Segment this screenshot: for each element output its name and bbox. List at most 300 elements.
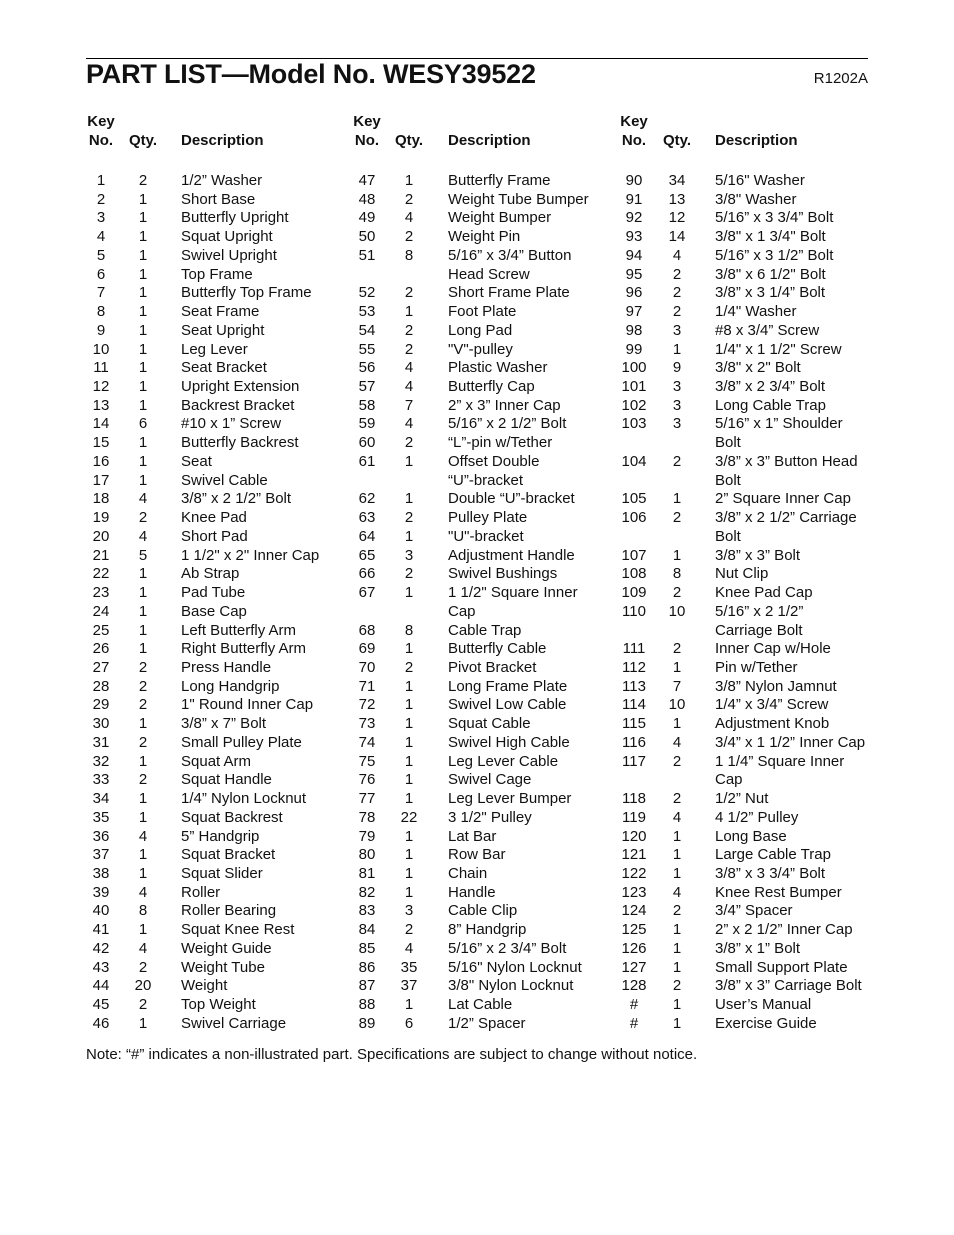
key-number: 98: [625, 321, 643, 339]
key-number: 86: [358, 958, 376, 976]
quantity: 2: [138, 733, 148, 751]
part-description: Weight Tube: [181, 958, 265, 976]
key-number: 106: [621, 509, 647, 527]
key-number: 76: [358, 771, 376, 789]
part-description: 3/8” x 2 1/2” Carriage: [715, 509, 857, 527]
quantity: 1: [404, 883, 414, 901]
quantity: 2: [672, 584, 682, 602]
part-description: Leg Lever Cable: [448, 752, 559, 770]
quantity: 1: [138, 396, 148, 414]
part-description: 1/4" x 1 1/2" Screw: [715, 340, 842, 358]
key-number: 21: [92, 546, 110, 564]
part-description: Double “U”-bracket: [448, 490, 575, 508]
key-number: 104: [621, 452, 647, 470]
quantity: 4: [404, 378, 414, 396]
part-description: 5/16” x 2 1/2” Bolt: [448, 415, 567, 433]
quantity: 1: [672, 939, 682, 957]
key-number: 53: [358, 303, 376, 321]
quantity: 1: [672, 921, 682, 939]
part-description: 5/16" Nylon Locknut: [448, 958, 582, 976]
quantity: 7: [672, 677, 682, 695]
quantity: 1: [404, 827, 414, 845]
key-number: 109: [621, 584, 647, 602]
key-number: 108: [621, 565, 647, 583]
quantity: 1: [138, 846, 148, 864]
part-description: Adjustment Knob: [715, 715, 830, 733]
quantity: 20: [134, 977, 152, 995]
quantity: 2: [138, 958, 148, 976]
key-number: 96: [625, 284, 643, 302]
quantity: 1: [404, 303, 414, 321]
key-number: 15: [92, 434, 110, 452]
part-description: 3/8” x 3 3/4” Bolt: [715, 865, 826, 882]
part-description: 5/16” x 2 3/4” Bolt: [448, 939, 567, 957]
key-number: 39: [92, 883, 110, 901]
part-description: Small Pulley Plate: [181, 733, 302, 751]
part-description: Offset Double: [448, 452, 540, 470]
quantity: 4: [138, 827, 148, 845]
quantity: 1: [138, 565, 148, 583]
part-description: 3/8” Nylon Jamnut: [715, 677, 837, 695]
quantity: 1: [404, 771, 414, 789]
quantity: 2: [672, 509, 682, 527]
quantity: 1: [138, 452, 148, 470]
key-number: 93: [625, 228, 643, 246]
key-number: 110: [622, 602, 646, 620]
part-description: Squat Slider: [181, 865, 263, 882]
quantity: 1: [138, 471, 148, 489]
key-number: 92: [625, 209, 643, 227]
part-description: 3/8” x 3” Carriage Bolt: [715, 977, 862, 995]
part-description: Weight Tube Bumper: [448, 190, 589, 208]
part-description: 5/16” x 3 3/4” Bolt: [715, 209, 834, 227]
quantity: 4: [672, 883, 682, 901]
quantity: 1: [404, 677, 414, 695]
key-number: 41: [92, 921, 110, 939]
key-number: 23: [92, 584, 110, 602]
key-number: 116: [622, 733, 646, 751]
quantity: 4: [672, 733, 682, 751]
quantity: 22: [400, 808, 418, 826]
key-number: 91: [625, 190, 643, 208]
key-number: 68: [358, 621, 376, 639]
quantity: 8: [672, 565, 682, 583]
quantity: 10: [668, 602, 686, 620]
part-description: Cap: [448, 602, 476, 620]
part-description: Squat Upright: [181, 228, 273, 246]
quantity: 1: [404, 490, 414, 508]
part-description: 3/4” x 1 1/2” Inner Cap: [715, 733, 866, 751]
key-number: 113: [622, 677, 646, 695]
key-number: 56: [358, 359, 376, 377]
quantity: 2: [404, 340, 414, 358]
quantity: 1: [672, 715, 682, 733]
part-description: Squat Arm: [181, 752, 252, 770]
part-description: 3 1/2" Pulley: [448, 808, 532, 826]
part-description: Butterfly Cable: [448, 640, 547, 658]
key-number: #: [629, 1014, 639, 1032]
key-number: 49: [358, 209, 376, 227]
quantity: 3: [672, 396, 682, 414]
key-number: 84: [358, 921, 376, 939]
part-description: Pin w/Tether: [715, 658, 798, 676]
key-number: 42: [92, 939, 110, 957]
key-number: 115: [622, 715, 646, 733]
key-header-line1: Key: [87, 113, 115, 130]
quantity: 8: [138, 902, 148, 920]
quantity: 2: [672, 977, 682, 995]
key-number: 10: [92, 340, 110, 358]
part-description: Knee Pad: [181, 509, 247, 527]
part-description: Chain: [448, 865, 488, 882]
part-description: Swivel High Cable: [448, 733, 570, 751]
quantity: 4: [404, 209, 414, 227]
part-description: Seat Bracket: [181, 359, 267, 377]
key-number: 29: [92, 696, 110, 714]
part-description: Large Cable Trap: [715, 846, 831, 864]
part-description: 1/4” Nylon Locknut: [181, 790, 307, 808]
quantity: 1: [404, 865, 414, 882]
quantity: 1: [672, 827, 682, 845]
quantity: 1: [672, 958, 682, 976]
quantity: 1: [138, 808, 148, 826]
quantity: 4: [404, 359, 414, 377]
part-description: 1 1/2" x 2" Inner Cap: [181, 546, 320, 564]
part-description: Backrest Bracket: [181, 396, 295, 414]
part-description: Bolt: [715, 434, 741, 452]
key-number: 62: [358, 490, 376, 508]
key-number: 124: [621, 902, 647, 920]
key-number: 70: [358, 658, 376, 676]
key-number: 82: [358, 883, 376, 901]
page-title: PART LIST—Model No. WESY39522: [86, 59, 536, 89]
key-header-line2: No.: [88, 132, 114, 149]
quantity: 1: [138, 715, 148, 733]
part-description: Butterfly Backrest: [181, 434, 299, 452]
quantity: 2: [138, 677, 148, 695]
quantity: 1: [404, 846, 414, 864]
key-number: 4: [96, 228, 106, 246]
quantity: 1: [138, 752, 148, 770]
part-description: Foot Plate: [448, 303, 517, 321]
quantity: 1: [404, 752, 414, 770]
key-number: #: [629, 996, 639, 1014]
key-number: 79: [358, 827, 376, 845]
quantity: 1: [138, 434, 148, 452]
quantity: 1: [672, 865, 682, 882]
key-number: 119: [622, 808, 646, 826]
key-number: 47: [358, 172, 376, 189]
part-description: #8 x 3/4” Screw: [715, 321, 820, 339]
quantity: 1: [138, 640, 148, 658]
key-number: 33: [92, 771, 110, 789]
quantity: 1: [138, 209, 148, 227]
part-description: Short Base: [181, 190, 256, 208]
key-number: 13: [92, 396, 110, 414]
quantity: 3: [404, 902, 414, 920]
part-description: Long Handgrip: [181, 677, 280, 695]
quantity: 1: [404, 790, 414, 808]
part-description: 5/16” x 3/4” Button: [448, 246, 572, 264]
part-description: Seat Frame: [181, 303, 260, 321]
key-number: 25: [92, 621, 110, 639]
quantity: 2: [672, 752, 682, 770]
quantity: 1: [138, 921, 148, 939]
part-description: Butterfly Upright: [181, 209, 289, 227]
part-description: Press Handle: [181, 658, 272, 676]
part-description: 1/4" Washer: [715, 303, 797, 321]
quantity: 1: [138, 228, 148, 246]
quantity: 1: [138, 303, 148, 321]
key-number: 2: [96, 190, 106, 208]
quantity: 8: [404, 246, 414, 264]
part-description: Leg Lever: [181, 340, 248, 358]
key-number: 118: [622, 790, 646, 808]
part-description: 1" Round Inner Cap: [181, 696, 314, 714]
quantity: 1: [138, 265, 148, 283]
key-number: 81: [358, 865, 376, 882]
part-description: Left Butterfly Arm: [181, 621, 297, 639]
quantity: 2: [404, 190, 414, 208]
part-description: Inner Cap w/Hole: [715, 640, 831, 658]
part-description: 3/8" x 2" Bolt: [715, 359, 801, 377]
quantity: 10: [668, 696, 686, 714]
key-number: 71: [358, 677, 376, 695]
quantity: 4: [138, 490, 148, 508]
part-description: Knee Pad Cap: [715, 584, 813, 602]
key-number: 19: [92, 509, 110, 527]
key-number: 11: [93, 359, 109, 377]
part-description: 1/2” Spacer: [448, 1014, 526, 1032]
quantity: 2: [138, 696, 148, 714]
part-description: Pulley Plate: [448, 509, 528, 527]
key-number: 52: [358, 284, 376, 302]
quantity: 35: [400, 958, 418, 976]
key-number: 107: [621, 546, 647, 564]
part-description: Plastic Washer: [448, 359, 548, 377]
quantity: 1: [138, 790, 148, 808]
part-description: 5” Handgrip: [181, 827, 260, 845]
key-number: 73: [358, 715, 376, 733]
key-number: 60: [358, 434, 376, 452]
quantity: 1: [404, 696, 414, 714]
part-description: Long Base: [715, 827, 787, 845]
part-description: 3/8” x 1” Bolt: [715, 939, 801, 957]
key-number: 121: [621, 846, 647, 864]
quantity: 13: [668, 190, 686, 208]
key-number: 75: [358, 752, 376, 770]
quantity: 1: [404, 452, 414, 470]
part-description: Bolt: [715, 471, 741, 489]
part-description: 2” x 3” Inner Cap: [448, 396, 561, 414]
key-number: 3: [96, 209, 106, 227]
part-description: #10 x 1” Screw: [181, 415, 282, 433]
quantity: 1: [404, 996, 414, 1014]
quantity: 1: [138, 321, 148, 339]
quantity: 6: [404, 1014, 414, 1032]
part-description: Nut Clip: [715, 565, 769, 583]
quantity: 4: [404, 939, 414, 957]
quantity: 3: [672, 321, 682, 339]
key-number: 89: [358, 1014, 376, 1032]
part-description: Top Frame: [181, 265, 253, 283]
key-number: 54: [358, 321, 376, 339]
quantity: 5: [138, 546, 148, 564]
key-number: 45: [92, 996, 110, 1014]
part-description: Adjustment Handle: [448, 546, 575, 564]
quantity: 1: [138, 246, 148, 264]
quantity: 1: [404, 715, 414, 733]
quantity: 3: [404, 546, 414, 564]
key-number: 83: [358, 902, 376, 920]
part-description: Knee Rest Bumper: [715, 883, 842, 901]
key-number: 64: [358, 527, 376, 545]
key-number: 35: [92, 808, 110, 826]
part-description: Seat: [181, 452, 212, 470]
key-number: 95: [625, 265, 643, 283]
key-header-line1: Key: [353, 113, 381, 130]
key-number: 105: [621, 490, 647, 508]
quantity: 1: [138, 865, 148, 882]
part-description: 3/8” x 7” Bolt: [181, 715, 267, 733]
key-number: 100: [621, 359, 647, 377]
quantity: 1: [672, 846, 682, 864]
part-description: Swivel Cable: [181, 471, 268, 489]
key-number: 7: [96, 284, 106, 302]
quantity: 12: [668, 209, 686, 227]
quantity: 2: [404, 509, 414, 527]
part-description: 2” Square Inner Cap: [715, 490, 851, 508]
quantity: 1: [138, 378, 148, 396]
part-description: 1 1/4” Square Inner: [715, 752, 845, 770]
key-number: 24: [92, 602, 110, 620]
part-description: Short Pad: [181, 527, 248, 545]
key-number: 36: [92, 827, 110, 845]
quantity: 2: [672, 452, 682, 470]
quantity: 1: [672, 658, 682, 676]
key-number: 46: [92, 1014, 110, 1032]
key-number: 50: [358, 228, 376, 246]
quantity: 1: [672, 996, 682, 1014]
key-header-line2: No.: [354, 132, 380, 149]
key-number: 90: [625, 172, 643, 189]
part-description: 3/8” x 3” Button Head: [715, 452, 858, 470]
footnote: Note: “#” indicates a non-illustrated part. Specifications are subject to change without notice.: [86, 1046, 698, 1063]
quantity: 1: [404, 172, 414, 189]
quantity: 1: [138, 602, 148, 620]
key-number: 22: [92, 565, 110, 583]
quantity: 9: [672, 359, 682, 377]
part-description: 2” x 2 1/2” Inner Cap: [715, 921, 853, 939]
part-description: Bolt: [715, 527, 741, 545]
quantity: 1: [138, 584, 148, 602]
part-description: “U”-bracket: [448, 471, 524, 489]
key-number: 26: [92, 640, 110, 658]
part-description: 3/8" Washer: [715, 190, 797, 208]
key-number: 87: [358, 977, 376, 995]
part-description: Lat Bar: [448, 827, 497, 845]
description-header: Description: [181, 132, 264, 149]
quantity: 2: [404, 284, 414, 302]
part-description: Short Frame Plate: [448, 284, 570, 302]
quantity: 14: [668, 228, 686, 246]
key-number: 32: [92, 752, 110, 770]
quantity: 3: [672, 415, 682, 433]
part-description: Upright Extension: [181, 378, 300, 396]
quantity: 1: [138, 621, 148, 639]
quantity: 2: [404, 228, 414, 246]
part-description: Pivot Bracket: [448, 658, 537, 676]
part-description: Butterfly Frame: [448, 172, 551, 189]
part-description: Swivel Cage: [448, 771, 532, 789]
quantity: 1: [672, 546, 682, 564]
key-number: 112: [622, 658, 646, 676]
quantity: 2: [404, 321, 414, 339]
part-description: Pad Tube: [181, 584, 246, 602]
part-description: Top Weight: [181, 996, 256, 1014]
part-description: Long Pad: [448, 321, 513, 339]
key-number: 38: [92, 865, 110, 882]
quantity: 2: [404, 921, 414, 939]
quantity: 1: [404, 584, 414, 602]
part-description: Leg Lever Bumper: [448, 790, 572, 808]
key-number: 6: [96, 265, 106, 283]
part-description: 3/8” x 3” Bolt: [715, 546, 801, 564]
key-number: 78: [358, 808, 376, 826]
key-number: 37: [92, 846, 110, 864]
part-description: 3/8” x 2 3/4” Bolt: [715, 378, 826, 396]
quantity: 1: [404, 527, 414, 545]
key-header-line2: No.: [621, 132, 647, 149]
key-number: 65: [358, 546, 376, 564]
quantity: 4: [138, 939, 148, 957]
part-description: Swivel Bushings: [448, 565, 558, 583]
key-number: 18: [92, 490, 110, 508]
key-number: 12: [92, 378, 110, 396]
quantity: 2: [672, 902, 682, 920]
part-description: Weight Guide: [181, 939, 272, 957]
part-description: 4 1/2” Pulley: [715, 808, 799, 826]
quantity: 4: [672, 246, 682, 264]
quantity: 2: [672, 303, 682, 321]
part-description: Butterfly Cap: [448, 378, 535, 396]
part-description: 1/2” Nut: [715, 790, 769, 808]
part-description: Roller: [181, 883, 221, 901]
key-number: 28: [92, 677, 110, 695]
part-description: Exercise Guide: [715, 1014, 817, 1032]
part-description: Ab Strap: [181, 565, 240, 583]
key-number: 9: [96, 321, 106, 339]
part-description: Base Cap: [181, 602, 247, 620]
part-description: Seat Upright: [181, 321, 265, 339]
part-description: Cable Clip: [448, 902, 518, 920]
part-description: Squat Bracket: [181, 846, 276, 864]
description-header: Description: [715, 132, 798, 149]
part-description: Swivel Low Cable: [448, 696, 567, 714]
part-description: 5/16” x 1” Shoulder: [715, 415, 843, 433]
quantity: 2: [138, 996, 148, 1014]
key-number: 61: [358, 452, 376, 470]
quantity: 2: [404, 658, 414, 676]
key-header-line1: Key: [620, 113, 648, 130]
part-description: 3/4” Spacer: [715, 902, 793, 920]
key-number: 8: [96, 303, 106, 321]
part-description: 1 1/2" Square Inner: [448, 584, 578, 602]
part-description: Lat Cable: [448, 996, 513, 1014]
key-number: 114: [622, 696, 646, 714]
part-description: Cable Trap: [448, 621, 522, 639]
part-description: Small Support Plate: [715, 958, 848, 976]
